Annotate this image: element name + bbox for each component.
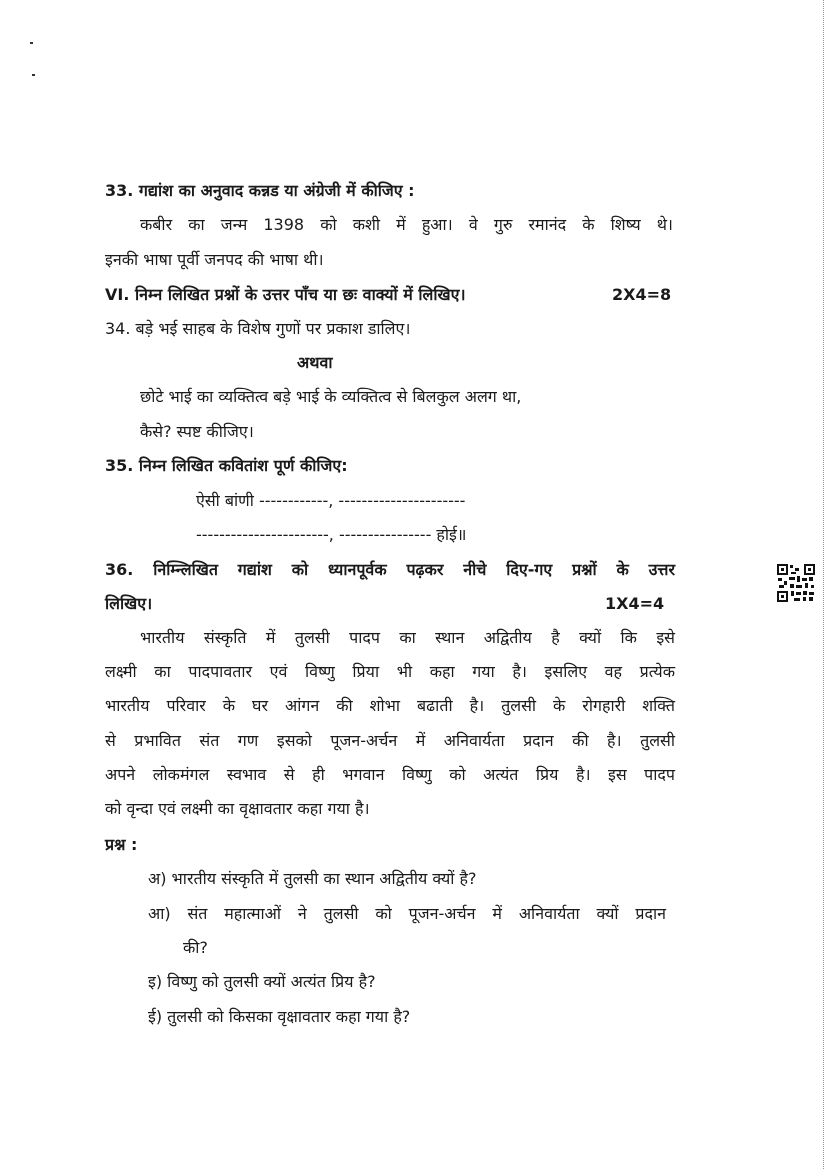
section-6-heading: VI. निम्न लिखित प्रश्नों के उत्तर पाँच या छः वाक्यों में लिखिए। bbox=[105, 285, 466, 304]
q36-sub-question-aa: आ) संत महात्माओं ने तुलसी को पूजन-अर्चन में अनिवार्यता क्यों प्रदान bbox=[148, 904, 666, 923]
q35-poem-line-2: -----------------------, ---------------- होई॥ bbox=[196, 525, 467, 544]
qr-code-icon bbox=[776, 563, 816, 603]
q36-sub-question-a: अ) भारतीय संस्कृति में तुलसी का स्थान अद्वितीय क्यों है? bbox=[148, 869, 477, 888]
q34-question: 34. बड़े भई साहब के विशेष गुणों पर प्रकाश डालिए। bbox=[105, 319, 411, 338]
q35-question: 35. निम्न लिखित कवितांश पूर्ण कीजिए: bbox=[105, 456, 348, 475]
q36-passage-line: से प्रभावित संत गण इसको पूजन-अर्चन में अनिवार्यता प्रदान की है। तुलसी bbox=[105, 731, 675, 750]
q36-passage-line: को वृन्दा एवं लक्ष्मी का वृक्षावतार कहा गया है। bbox=[105, 799, 370, 818]
section-6-marks: 2X4=8 bbox=[612, 285, 672, 304]
q36-passage-line: भारतीय परिवार के घर आंगन की शोभा बढाती है। तुलसी के रोगहारी शक्ति bbox=[105, 696, 675, 715]
q33-heading: 33. गद्यांश का अनुवाद कन्नड या अंग्रेजी में कीजिए : bbox=[105, 181, 415, 200]
q36-passage-line: अपने लोकमंगल स्वभाव से ही भगवान विष्णु को अत्यंत प्रिय है। इस पादप bbox=[105, 765, 675, 784]
q36-heading-line-2: लिखिए। bbox=[105, 594, 153, 613]
scan-speck bbox=[30, 42, 33, 44]
q36-sub-question-ii: ई) तुलसी को किसका वृक्षावतार कहा गया है? bbox=[148, 1007, 411, 1026]
q35-poem-line-1: ऐसी बांणी ------------, ---------------------- bbox=[196, 491, 466, 510]
q34-alt-line-1: छोटे भाई का व्यक्तित्व बड़े भाई के व्यक्तित्व से बिलकुल अलग था, bbox=[140, 387, 522, 406]
q33-text-line-1: कबीर का जन्म 1398 को कशी में हुआ। वे गुरु रमानंद के शिष्य थे। bbox=[140, 215, 673, 234]
scan-edge bbox=[821, 0, 824, 1169]
scan-speck bbox=[32, 74, 35, 76]
q34-alt-line-2: कैसे? स्पष्ट कीजिए। bbox=[140, 422, 254, 441]
q36-prashn-label: प्रश्न : bbox=[105, 835, 138, 854]
q36-passage-line: लक्ष्मी का पादपावतार एवं विष्णु प्रिया भी कहा गया है। इसलिए वह प्रत्येक bbox=[105, 662, 675, 681]
q36-sub-question-aa-cont: की? bbox=[183, 938, 208, 957]
q33-text-line-2: इनकी भाषा पूर्वी जनपद की भाषा थी। bbox=[105, 250, 324, 269]
q36-passage-line: भारतीय संस्कृति में तुलसी पादप का स्थान अद्वितीय है क्यों कि इसे bbox=[140, 628, 675, 647]
q36-sub-question-i: इ) विष्णु को तुलसी क्यों अत्यंत प्रिय है? bbox=[148, 972, 376, 991]
q34-or-label: अथवा bbox=[297, 353, 333, 372]
q36-marks: 1X4=4 bbox=[605, 594, 665, 613]
q36-heading-line-1: 36. निम्न्लिखित गद्यांश को ध्यानपूर्वक पढ़कर नीचे दिए-गए प्रश्नों के उत्तर bbox=[105, 560, 675, 579]
